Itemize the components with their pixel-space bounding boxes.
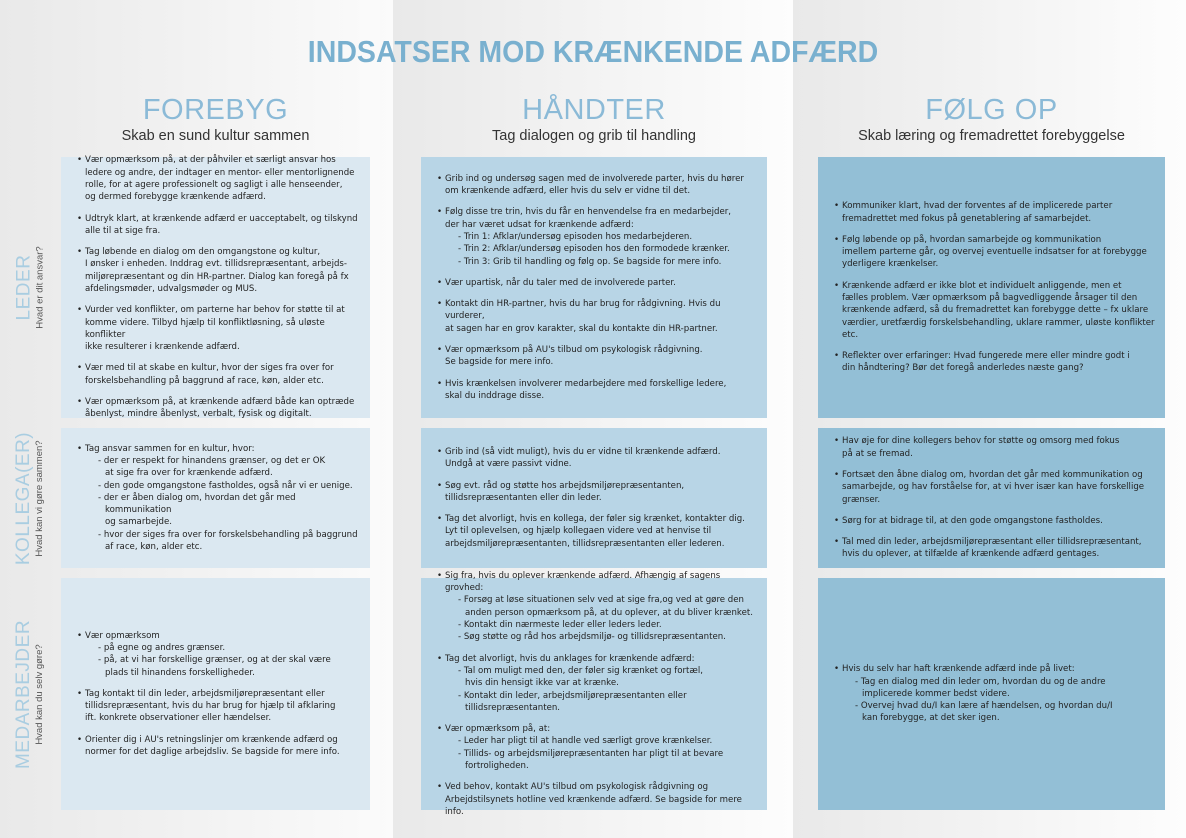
bullet-text-line: imellem parterne går, og overvej eventuelle indsatser for at forebygge bbox=[842, 247, 1147, 258]
sub-item-line: - Tag en dialog med din leder om, hvordan du og de andre bbox=[855, 676, 1106, 687]
bullet-text-line: din håndtering? Bør det foregå anderledes næste gang? bbox=[842, 363, 1084, 374]
bullet-text-line: • Reflekter over erfaringer: Hvad fungerede mere eller mindre godt i bbox=[842, 351, 1130, 362]
sub-item-line: - Trin 1: Afklar/undersøg episoden hos medarbejderen. bbox=[458, 231, 693, 242]
sub-item bbox=[445, 619, 757, 631]
bullet-text-line: ikke resulterer i krænkende adfærd. bbox=[85, 342, 240, 353]
sub-item-line: - Leder har pligt til at handle ved særligt grove krænkelser. bbox=[458, 736, 713, 747]
bullet-text-line: hvis du oplever, at tilfælde af krænkende adfærd gentages. bbox=[842, 549, 1100, 560]
bullet-text-line: tillidsrepræsentant, hvis du har brug for hjælp til afklaring bbox=[85, 701, 336, 712]
bullet-item bbox=[437, 298, 757, 335]
bullet-item bbox=[834, 663, 1155, 724]
bullet-item bbox=[834, 515, 1155, 527]
sub-item bbox=[85, 480, 360, 492]
bullet-text-line: • Ved behov, kontakt AU's tilbud om psykologisk rådgivning og bbox=[445, 782, 709, 793]
bullet-item bbox=[834, 200, 1155, 225]
bullet-item bbox=[437, 344, 757, 369]
bullet-text-line: krænkende adfærd, så du fremadrettet kan forebygge dette – fx uklare bbox=[842, 305, 1149, 316]
row-label: MEDARBEJDER bbox=[13, 619, 35, 769]
bullet-text-line: på at se fremad. bbox=[842, 448, 913, 459]
cell-leder-foelgop bbox=[818, 157, 1165, 418]
bullet-text-line: • Søg evt. råd og støtte hos arbejdsmiljørepræsentanten, bbox=[445, 480, 685, 491]
bullet-item bbox=[834, 234, 1155, 271]
column-header-haandter bbox=[421, 93, 767, 145]
bullet-text-line: • Udtryk klart, at krænkende adfærd er uacceptabelt, og tilskynd bbox=[85, 213, 358, 224]
sub-item-line: hvis din hensigt ikke var at krænke. bbox=[465, 678, 619, 689]
column-heading: HÅNDTER bbox=[522, 94, 666, 126]
bullet-text-line: • Sig fra, hvis du oplever krænkende adfærd. Afhængig af sagens grovhed: bbox=[445, 570, 721, 594]
bullet-item bbox=[834, 350, 1155, 375]
bullet-item bbox=[437, 723, 757, 772]
bullet-text-line: • Vær opmærksom på, at der påhviler et særligt ansvar hos bbox=[85, 155, 336, 166]
row-label-kollega bbox=[0, 428, 60, 568]
sub-item-line: - Tal om muligt med den, der føler sig krænket og fortæl, bbox=[458, 665, 703, 676]
bullet-text-line: at sagen har en grov karakter, skal du kontakte din HR-partner. bbox=[445, 323, 718, 334]
page-title: INDSATSER MOD KRÆNKENDE ADFÆRD bbox=[307, 34, 879, 69]
bullet-text-line: ift. konkrete observationer eller hændelser. bbox=[85, 713, 272, 724]
sub-item bbox=[842, 676, 1155, 701]
column-heading: FØLG OP bbox=[925, 94, 1058, 126]
bullet-item bbox=[437, 446, 757, 471]
bullet-text-line: arbejdsmiljørepræsentanten, tillidsrepræsentanten eller lederen. bbox=[445, 538, 725, 549]
bullet-text-line: og dermed forebygge krænkende adfærd. bbox=[85, 192, 266, 203]
column-heading: FOREBYG bbox=[142, 94, 289, 126]
cell-kollega-forebyg bbox=[61, 428, 370, 568]
sub-item bbox=[85, 654, 360, 679]
bullet-item bbox=[77, 154, 360, 203]
sub-item-line: - Tillids- og arbejdsmiljørepræsentanten har pligt til at bevare bbox=[458, 748, 724, 759]
column-header-foelgop bbox=[818, 93, 1165, 145]
bullet-text-line: • Fortsæt den åbne dialog om, hvordan det går med kommunikation og bbox=[842, 469, 1143, 480]
cell-leder-haandter bbox=[421, 157, 767, 418]
sub-item bbox=[445, 631, 757, 643]
bullet-text-line: komme videre. Tilbyd hjælp til konfliktløsning, så uløste konflikter bbox=[85, 317, 325, 340]
sub-item-line: kan forebygge, at det sker igen. bbox=[862, 713, 1000, 724]
sub-item bbox=[445, 243, 757, 255]
bullet-text-line: • Tag det alvorligt, hvis en kollega, der føler sig krænket, kontakter dig. bbox=[445, 514, 745, 525]
bullet-item bbox=[77, 688, 360, 725]
cell-kollega-foelgop bbox=[818, 428, 1165, 568]
sub-item bbox=[85, 642, 360, 654]
bullet-text-line: miljørepræsentant og din HR-partner. Dialog kan foregå på fx bbox=[85, 271, 349, 282]
bullet-text-line: rolle, for at agere professionelt og sagligt i alle henseender, bbox=[85, 179, 343, 190]
row-label: LEDER bbox=[13, 254, 35, 321]
bullet-text-line: • Krænkende adfærd er ikke blot et individuelt anliggende, men et bbox=[842, 280, 1122, 291]
bullet-item bbox=[77, 304, 360, 353]
row-question: Hvad kan vi gøre sammen? bbox=[34, 439, 46, 557]
bullet-text-line: samarbejde, og hav forståelse for, at vi hver især kan have forskellige grænser. bbox=[842, 482, 1145, 505]
sub-item-line: - Overvej hvad du/I kan lære af hændelsen, og hvordan du/I bbox=[855, 701, 1113, 712]
bullet-text-line: • Vurder ved konflikter, om parterne har behov for støtte til at bbox=[85, 305, 345, 316]
bullet-item bbox=[437, 378, 757, 403]
bullet-text-line: afdelingsmøder, udvalgsmøder og MUS. bbox=[85, 284, 258, 294]
bullet-text-line: • Vær opmærksom på, at: bbox=[445, 724, 551, 735]
bullet-text-line: • Orienter dig i AU's retningslinjer om krænkende adfærd og bbox=[85, 734, 338, 745]
sub-item bbox=[85, 492, 360, 529]
sub-item-line: at sige fra over for krænkende adfærd. bbox=[105, 468, 273, 479]
sub-item-line: - der er respekt for hinandens grænser, og det er OK bbox=[98, 455, 326, 466]
bullet-item bbox=[77, 734, 360, 759]
sub-item-line: - Kontakt din nærmeste leder eller leders leder. bbox=[458, 620, 662, 631]
bullet-item bbox=[77, 443, 360, 554]
sub-item bbox=[445, 665, 757, 690]
bullet-text-line: • Sørg for at bidrage til, at den gode omgangstone fastholdes. bbox=[842, 515, 1103, 526]
bullet-item bbox=[437, 653, 757, 714]
bullet-text-line: • Hav øje for dine kollegers behov for støtte og omsorg med fokus bbox=[842, 436, 1120, 447]
bullet-item bbox=[437, 277, 757, 289]
bullet-text-line: • Følg disse tre trin, hvis du får en henvendelse fra en medarbejder, bbox=[445, 207, 732, 218]
bullet-item bbox=[77, 213, 360, 238]
bullet-text-line: Arbejdstilsynets hotline ved krænkende adfærd. Se bagside for mere info. bbox=[445, 794, 742, 817]
sub-item-line: og samarbejde. bbox=[105, 517, 172, 528]
sub-item bbox=[85, 529, 360, 554]
sub-item-line: - hvor der siges fra over for forskelsbehandling på baggrund bbox=[98, 529, 358, 540]
bullet-text-line: alle til at sige fra. bbox=[85, 225, 161, 236]
cell-medarbejder-forebyg bbox=[61, 578, 370, 810]
bullet-text-line: • Hvis krænkelsen involverer medarbejdere med forskellige ledere, bbox=[445, 378, 727, 389]
bullet-item bbox=[834, 280, 1155, 341]
bullet-text-line: værdier, uretfærdig forskelsbehandling, uklare rammer, uløste konflikter etc. bbox=[842, 317, 1155, 340]
bullet-item bbox=[437, 480, 757, 505]
bullet-text-line: åbenlyst, mindre åbenlyst, verbalt, fysisk og digitalt. bbox=[85, 409, 312, 420]
bullet-text-line: • Kontakt din HR-partner, hvis du har brug for rådgivning. Hvis du vurderer, bbox=[445, 299, 721, 322]
bullet-item bbox=[77, 396, 360, 421]
sub-item-line: af race, køn, alder etc. bbox=[105, 542, 203, 553]
sub-item-line: plads til hinandens forskelligheder. bbox=[105, 667, 255, 678]
sub-item-line: - Trin 2: Afklar/undersøg episoden hos den formodede krænker. bbox=[458, 244, 730, 255]
sub-item-line: - Kontakt din leder, arbejdsmiljørepræsentanten eller tillidsrepræsentanten. bbox=[458, 690, 687, 713]
bullet-text-line: forskelsbehandling på baggrund af race, køn, alder etc. bbox=[85, 375, 324, 386]
column-subheading: Skab en sund kultur sammen bbox=[121, 128, 310, 144]
column-subheading: Tag dialogen og grib til handling bbox=[492, 128, 696, 144]
bullet-text-line: normer for det daglige arbejdsliv. Se bagside for mere info. bbox=[85, 747, 340, 758]
bullet-text-line: tillidsrepræsentanten eller din leder. bbox=[445, 492, 602, 503]
row-question: Hvad er dit ansvar? bbox=[34, 246, 46, 329]
sub-item-line: anden person opmærksom på, at du oplever, at du bliver krænket. bbox=[465, 607, 753, 618]
bullet-text-line: • Vær upartisk, når du taler med de involverede parter. bbox=[445, 277, 676, 288]
bullet-item bbox=[437, 206, 757, 267]
row-question: Hvad kan du selv gøre? bbox=[34, 643, 46, 745]
sub-item bbox=[445, 748, 757, 773]
bullet-item bbox=[437, 570, 757, 644]
bullet-text-line: I ønsker i enheden. Inddrag evt. tillidsrepræsentant, arbejds- bbox=[85, 259, 347, 270]
row-label-leder bbox=[0, 157, 60, 418]
sub-item-line: implicerede kommer bedst videre. bbox=[862, 688, 1010, 699]
bullet-text-line: ledere og andre, der indtager en mentor- eller mentorlignende bbox=[85, 167, 355, 178]
sub-item bbox=[85, 455, 360, 480]
bullet-text-line: • Vær med til at skabe en kultur, hvor der siges fra over for bbox=[85, 363, 334, 374]
sub-item-line: - den gode omgangstone fastholdes, også når vi er uenige. bbox=[98, 480, 353, 491]
sub-item bbox=[842, 700, 1155, 725]
bullet-item bbox=[437, 781, 757, 818]
sub-item-line: - der er åben dialog om, hvordan det går med kommunikation bbox=[98, 492, 296, 516]
bullet-text-line: • Grib ind (så vidt muligt), hvis du er vidne til krænkende adfærd. bbox=[445, 446, 721, 457]
bullet-text-line: • Tag ansvar sammen for en kultur, hvor: bbox=[85, 443, 255, 454]
sub-item-line: fortroligheden. bbox=[465, 760, 529, 771]
bullet-item bbox=[437, 173, 757, 198]
bullet-text-line: Lyt til oplevelsen, og hjælp kollegaen videre ved at henvise til bbox=[445, 526, 712, 537]
sub-item bbox=[445, 231, 757, 243]
bullet-text-line: • Vær opmærksom på AU's tilbud om psykologisk rådgivning. bbox=[445, 345, 703, 356]
cell-medarbejder-foelgop bbox=[818, 578, 1165, 810]
bullet-text-line: • Tag det alvorligt, hvis du anklages for krænkende adfærd: bbox=[445, 653, 695, 664]
bullet-text-line: • Grib ind og undersøg sagen med de involverede parter, hvis du hører bbox=[445, 173, 744, 184]
bullet-text-line: fælles problem. Vær opmærksom på bagvedliggende årsager til den bbox=[842, 293, 1138, 303]
bullet-text-line: • Vær opmærksom bbox=[85, 630, 160, 641]
bullet-item bbox=[77, 630, 360, 679]
row-label: KOLLEGA(ER) bbox=[13, 431, 35, 565]
bullet-item bbox=[834, 435, 1155, 460]
sub-item bbox=[445, 690, 757, 715]
sub-item-line: - Trin 3: Grib til handling og følg op. Se bagside for mere info. bbox=[458, 256, 722, 267]
bullet-text-line: om krænkende adfærd, eller hvis du selv er vidne til det. bbox=[445, 186, 691, 197]
bullet-text-line: • Vær opmærksom på, at krænkende adfærd både kan optræde bbox=[85, 397, 355, 408]
cell-leder-forebyg bbox=[61, 157, 370, 418]
bullet-text-line: Se bagside for mere info. bbox=[445, 357, 554, 368]
bullet-text-line: Undgå at være passivt vidne. bbox=[445, 459, 572, 470]
bullet-text-line: yderligere krænkelser. bbox=[842, 259, 939, 270]
column-header-forebyg bbox=[61, 93, 370, 145]
bullet-item bbox=[834, 469, 1155, 506]
sub-item bbox=[445, 735, 757, 747]
bullet-text-line: • Tag løbende en dialog om den omgangstone og kultur, bbox=[85, 247, 321, 258]
row-label-medarbejder bbox=[0, 578, 60, 810]
sub-item bbox=[445, 256, 757, 268]
bullet-text-line: • Tag kontakt til din leder, arbejdsmiljørepræsentant eller bbox=[85, 688, 325, 699]
bullet-text-line: • Tal med din leder, arbejdsmiljørepræsentant eller tillidsrepræsentant, bbox=[842, 537, 1142, 548]
sub-item bbox=[445, 594, 757, 619]
bullet-item bbox=[77, 246, 360, 295]
bullet-text-line: • Hvis du selv har haft krænkende adfærd inde på livet: bbox=[842, 664, 1075, 675]
bullet-item bbox=[77, 362, 360, 387]
bullet-text-line: der har været udsat for krænkende adfærd: bbox=[445, 219, 634, 230]
bullet-text-line: fremadrettet med fokus på genetablering af samarbejdet. bbox=[842, 213, 1092, 224]
sub-item-line: - Forsøg at løse situationen selv ved at sige fra,og ved at gøre den bbox=[458, 595, 744, 606]
bullet-text-line: skal du inddrage disse. bbox=[445, 390, 545, 401]
sub-item-line: - Søg støtte og råd hos arbejdsmiljø- og tillidsrepræsentanten. bbox=[458, 632, 726, 643]
column-subheading: Skab læring og fremadrettet forebyggelse bbox=[858, 128, 1125, 144]
sub-item-line: - på, at vi har forskellige grænser, og at der skal være bbox=[98, 655, 331, 666]
cell-medarbejder-haandter bbox=[421, 570, 767, 817]
bullet-text-line: • Følg løbende op på, hvordan samarbejde og kommunikation bbox=[842, 234, 1102, 245]
cell-kollega-haandter bbox=[421, 428, 767, 568]
bullet-item bbox=[834, 536, 1155, 561]
bullet-item bbox=[437, 513, 757, 550]
sub-item-line: - på egne og andres grænser. bbox=[98, 642, 226, 653]
bullet-text-line: • Kommuniker klart, hvad der forventes af de implicerede parter bbox=[842, 201, 1113, 212]
